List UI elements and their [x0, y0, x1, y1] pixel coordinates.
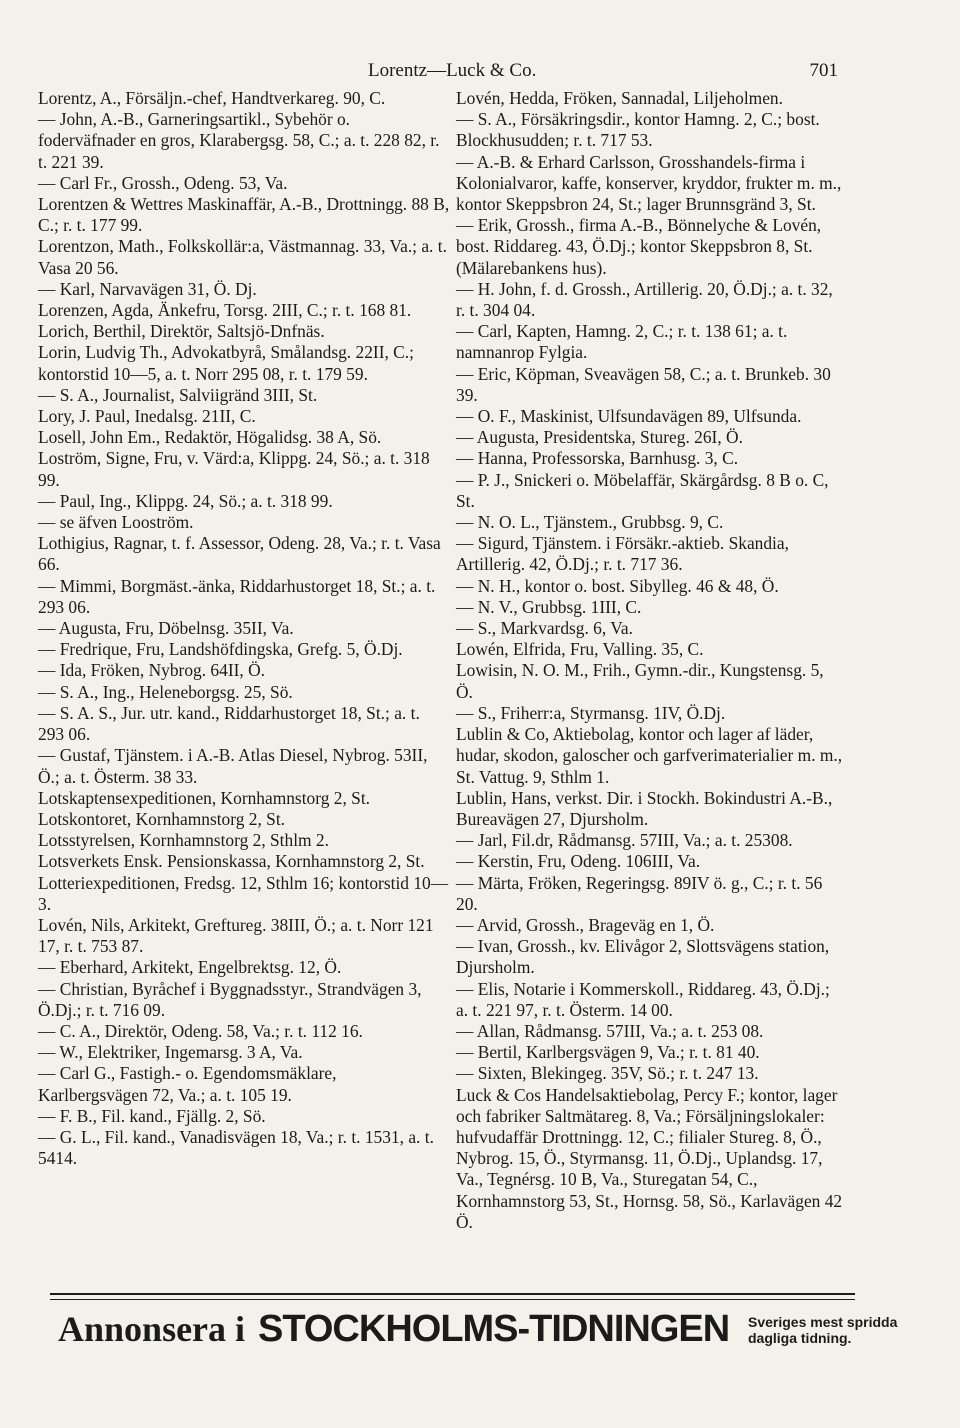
- directory-entry: — Christian, Byråchef i Byggnadsstyr., Strandvägen 3, Ö.Dj.; r. t. 716 09.: [38, 978, 422, 1020]
- directory-entry: — S., Friherr:a, Styrmansg. 1IV, Ö.Dj.: [456, 702, 726, 723]
- directory-entry: Lorin, Ludvig Th., Advokatbyrå, Smålandsg. 22II, C.; kontorstid 10—5, a. t. Norr 295 08, r. t. 179 59.: [38, 342, 414, 384]
- directory-entry: Losell, John Em., Redaktör, Högalidsg. 38 A, Sö.: [38, 427, 382, 448]
- directory-entry: — Carl, Kapten, Hamng. 2, C.; r. t. 138 61; a. t. namnanrop Fylgia.: [456, 321, 788, 363]
- directory-entry: — Gustaf, Tjänstem. i A.-B. Atlas Diesel, Nybrog. 53II, Ö.; a. t. Österm. 38 33.: [38, 745, 428, 787]
- directory-entry: — C. A., Direktör, Odeng. 58, Va.; r. t. 112 16.: [38, 1020, 363, 1041]
- directory-entry: Lorentzen & Wettres Maskinaffär, A.-B., Drottningg. 88 B, C.; r. t. 177 99.: [38, 194, 450, 236]
- directory-entry: — Fredrique, Fru, Landshöfdingska, Grefg. 5, Ö.Dj.: [38, 639, 403, 660]
- directory-entry: — Paul, Ing., Klippg. 24, Sö.; a. t. 318 99.: [38, 490, 333, 511]
- directory-entry: Lotteriexpeditionen, Fredsg. 12, Sthlm 16; kontorstid 10—3.: [38, 872, 449, 914]
- directory-entry: — Erik, Grossh., firma A.-B., Bönnelyche & Lovén, bost. Riddareg. 43, Ö.Dj.; kontor Skeppsbron 8, St. (Mälarebankens hus).: [456, 215, 822, 278]
- advertisement: [58, 1308, 898, 1352]
- directory-entry: — Märta, Fröken, Regeringsg. 89IV ö. g., C.; r. t. 56 20.: [456, 872, 823, 914]
- left-column: [38, 88, 450, 1169]
- directory-entry: Lorentz, A., Försäljn.-chef, Handtverkareg. 90, C.: [38, 88, 386, 108]
- directory-entry: — Carl Fr., Grossh., Odeng. 53, Va.: [38, 172, 288, 193]
- directory-entry: — S. A. S., Jur. utr. kand., Riddarhustorget 18, St.; a. t. 293 06.: [38, 702, 420, 745]
- directory-entry: — Hanna, Professorska, Barnhusg. 3, C.: [456, 448, 739, 469]
- page-number: 701: [809, 60, 838, 81]
- footer-rule-thin: [50, 1299, 855, 1300]
- directory-entry: — A.-B. & Erhard Carlsson, Grosshandels-firma i Kolonialvaror, kaffe, konserver, kryddor, frukter m. m., kontor Skeppsbron 24, St.; lager Brunnsgränd 3, St.: [456, 151, 842, 215]
- directory-entry: — Eberhard, Arkitekt, Engelbrektsg. 12, Ö.: [38, 957, 342, 978]
- directory-entry: Lotskaptensexpeditionen, Kornhamnstorg 2, St.: [38, 787, 370, 808]
- directory-entry: Lothigius, Ragnar, t. f. Assessor, Odeng. 28, Va.; r. t. Vasa 66.: [38, 533, 441, 575]
- directory-entry: — F. B., Fil. kand., Fjällg. 2, Sö.: [38, 1105, 266, 1126]
- directory-entry: — H. John, f. d. Grossh., Artillerig. 20, Ö.Dj.; a. t. 32, r. t. 304 04.: [456, 278, 833, 321]
- directory-entry: — O. F., Maskinist, Ulfsundavägen 89, Ulfsunda.: [456, 406, 802, 427]
- directory-entry: — N. O. L., Tjänstem., Grubbsg. 9, C.: [456, 512, 724, 533]
- directory-entry: — G. L., Fil. kand., Vanadisvägen 18, Va.; r. t. 1531, a. t. 5414.: [38, 1126, 434, 1169]
- directory-entry: — S. A., Journalist, Salviigränd 3III, St.: [38, 384, 318, 405]
- directory-entry: — Ida, Fröken, Nybrog. 64II, Ö.: [38, 660, 266, 681]
- directory-entry: — Ivan, Grossh., kv. Elivågor 2, Slottsvägens station, Djursholm.: [456, 936, 830, 978]
- directory-entry: — N. H., kontor o. bost. Sibylleg. 46 & 48, Ö.: [456, 575, 779, 596]
- directory-entry: Lotsverkets Ensk. Pensionskassa, Kornhamnstorg 2, St.: [38, 851, 425, 872]
- directory-entry: — Bertil, Karlbergsvägen 9, Va.; r. t. 81 40.: [456, 1042, 760, 1063]
- directory-entry: — Mimmi, Borgmäst.-änka, Riddarhustorget 18, St.; a. t. 293 06.: [38, 575, 436, 617]
- directory-entry: Loström, Signe, Fru, v. Värd:a, Klippg. 24, Sö.; a. t. 318 99.: [38, 448, 430, 490]
- directory-entry: Luck & Cos Handelsaktiebolag, Percy F.; kontor, lager och fabriker Saltmätareg. 8, Va.; Försäljningslokaler: hufvudaffär Drottningg. 12, C.; filialer Stureg. 8, Ö., Nybrog. 15, Ö., Styrmansg. 11, Ö.Dj., Uplandsg. 17, Va., Tegnérsg. 10 B, Va., Sturegatan 54, C., Kornhamnstorg 53, St., Hornsg. 58, Sö., Karlavägen 42 Ö.: [456, 1084, 843, 1232]
- page-header: [38, 60, 838, 86]
- directory-entry: — S., Markvardsg. 6, Va.: [456, 618, 633, 639]
- directory-entry: — S. A., Ing., Heleneborgsg. 25, Sö.: [38, 681, 293, 702]
- directory-entry: — N. V., Grubbsg. 1III, C.: [456, 596, 642, 617]
- directory-entry: Lory, J. Paul, Inedalsg. 21II, C.: [38, 406, 256, 427]
- directory-entry: — se äfven Looström.: [38, 512, 194, 533]
- directory-entry: Lorenzen, Agda, Änkefru, Torsg. 2III, C.; r. t. 168 81.: [38, 300, 412, 321]
- directory-entry: Lublin, Hans, verkst. Dir. i Stockh. Bokindustri A.-B., Bureavägen 27, Djursholm.: [456, 787, 833, 829]
- directory-entry: Lotsstyrelsen, Kornhamnstorg 2, Sthlm 2.: [38, 830, 329, 851]
- running-title: Lorentz—Luck & Co.: [368, 60, 537, 81]
- directory-entry: Lovén, Nils, Arkitekt, Greftureg. 38III, Ö.; a. t. Norr 121 17, r. t. 753 87.: [38, 914, 434, 957]
- directory-entry: — W., Elektriker, Ingemarsg. 3 A, Va.: [38, 1042, 303, 1063]
- ad-lead-text: Annonsera i: [58, 1309, 246, 1349]
- directory-entry: — Carl G., Fastigh.- o. Egendomsmäklare, Karlbergsvägen 72, Va.; a. t. 105 19.: [38, 1063, 337, 1105]
- directory-entry: Lorich, Berthil, Direktör, Saltsjö-Dnfnäs.: [38, 321, 325, 342]
- directory-entry: — Arvid, Grossh., Brageväg en 1, Ö.: [456, 914, 715, 935]
- footer-rule: [50, 1293, 855, 1295]
- directory-entry: — P. J., Snickeri o. Möbelaffär, Skärgårdsg. 8 B o. C, St.: [456, 469, 829, 511]
- directory-entry: — Sixten, Blekingeg. 35V, Sö.; r. t. 247 13.: [456, 1063, 759, 1084]
- directory-entry: Lorentzon, Math., Folkskollär:a, Västmannag. 33, Va.; a. t. Vasa 20 56.: [38, 236, 447, 278]
- directory-entry: — Eric, Köpman, Sveavägen 58, C.; a. t. Brunkeb. 30 39.: [456, 363, 831, 405]
- directory-entry: Lowén, Elfrida, Fru, Valling. 35, C.: [456, 639, 704, 660]
- directory-entry: — Karl, Narvavägen 31, Ö. Dj.: [38, 278, 257, 299]
- right-column: [456, 88, 844, 1233]
- ad-tagline: Sveriges mest spridda dagliga tidning.: [748, 1314, 898, 1346]
- directory-entry: — Jarl, Fil.dr, Rådmansg. 57III, Va.; a. t. 25308.: [456, 830, 793, 851]
- ad-newspaper-name: STOCKHOLMS-TIDNINGEN: [258, 1308, 730, 1350]
- directory-entry: Lowisin, N. O. M., Frih., Gymn.-dir., Kungstensg. 5, Ö.: [456, 660, 824, 702]
- directory-entry: — Kerstin, Fru, Odeng. 106III, Va.: [456, 851, 701, 872]
- directory-entry: — Elis, Notarie i Kommerskoll., Riddareg. 43, Ö.Dj.; a. t. 221 97, r. t. Österm. 14 00.: [456, 978, 830, 1020]
- directory-entry: Lublin & Co, Aktiebolag, kontor och lager af läder, hudar, skodon, galoscher och garfverimaterialier m. m., St. Vattug. 9, Sthlm 1.: [456, 724, 843, 787]
- directory-entry: — S. A., Försäkringsdir., kontor Hamng. 2, C.; bost. Blockhusudden; r. t. 717 53.: [456, 109, 820, 151]
- directory-entry: — Sigurd, Tjänstem. i Försäkr.-aktieb. Skandia, Artillerig. 42, Ö.Dj.; r. t. 717 36.: [456, 533, 789, 575]
- directory-entry: — Augusta, Presidentska, Stureg. 26I, Ö.: [456, 427, 743, 448]
- directory-entry: — John, A.-B., Garneringsartikl., Sybehör o. foderväfnader en gros, Klarabergsg. 58, C.; a. t. 228 82, r. t. 221 39.: [38, 109, 440, 172]
- directory-entry: — Allan, Rådmansg. 57III, Va.; a. t. 253 08.: [456, 1020, 764, 1041]
- directory-entry: Lotskontoret, Kornhamnstorg 2, St.: [38, 808, 286, 829]
- directory-entry: — Augusta, Fru, Döbelnsg. 35II, Va.: [38, 618, 294, 639]
- directory-entry: Lovén, Hedda, Fröken, Sannadal, Liljeholmen.: [456, 88, 783, 108]
